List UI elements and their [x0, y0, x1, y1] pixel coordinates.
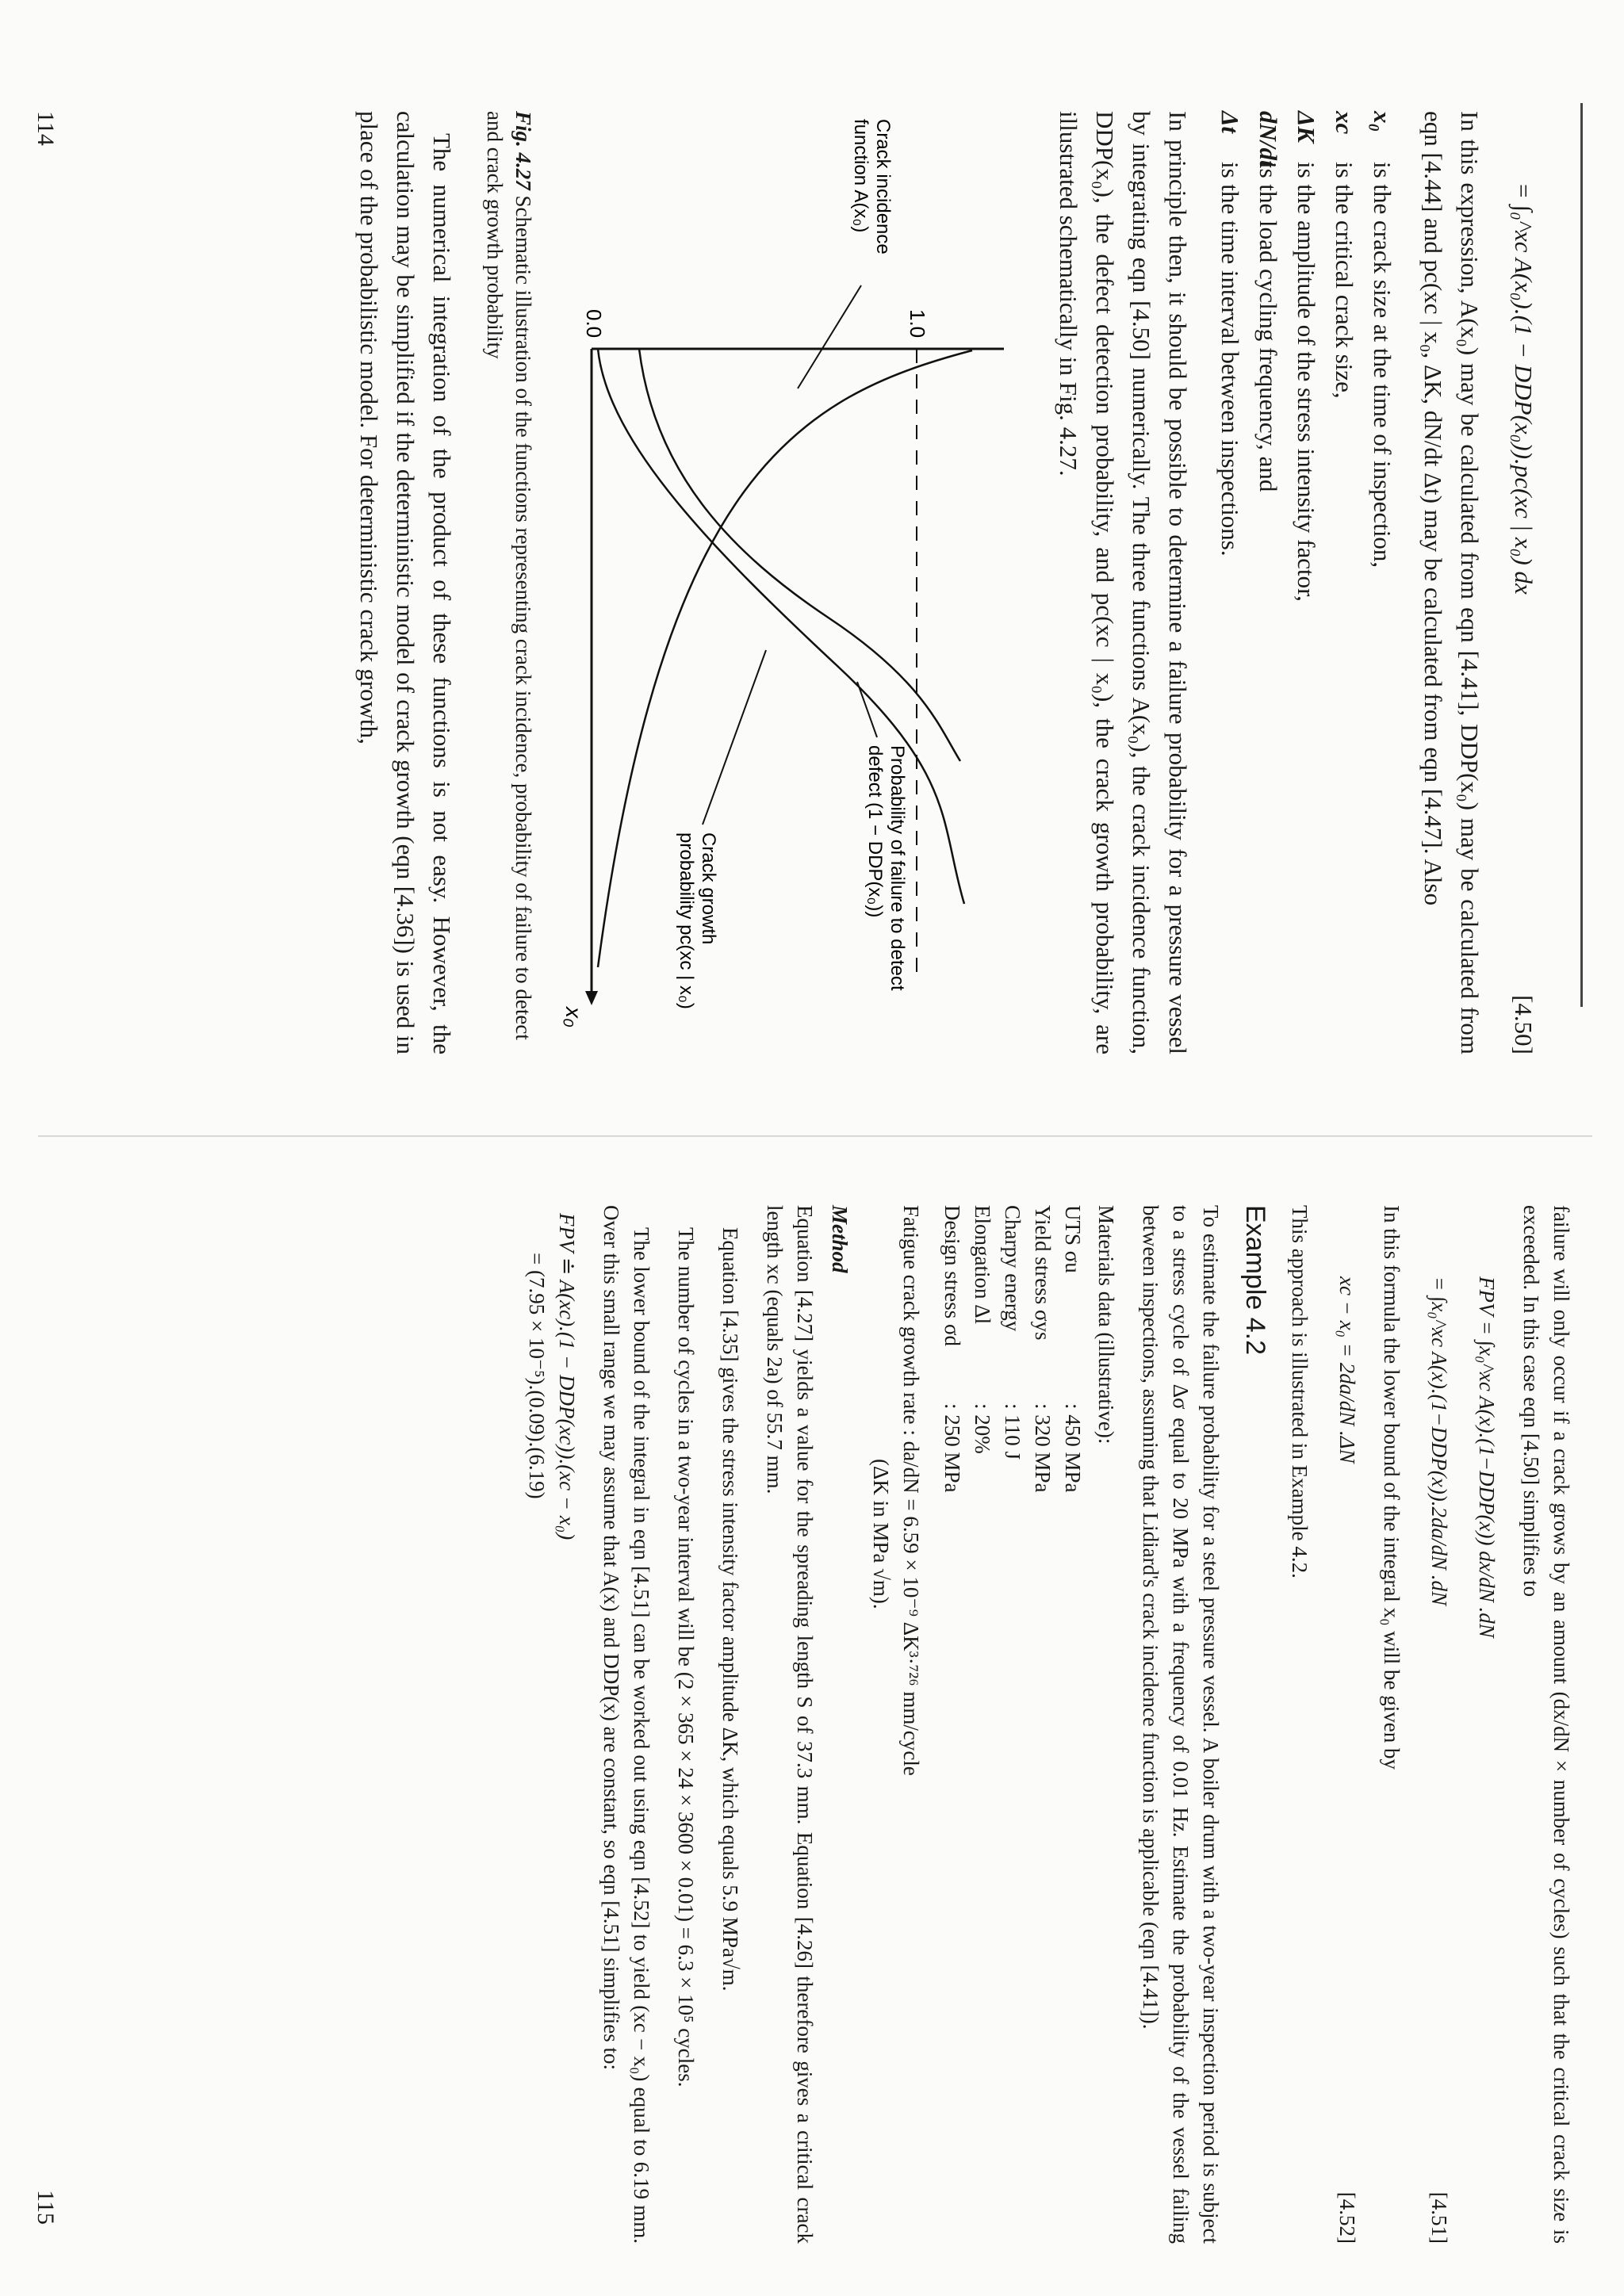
example-heading: Example 4.2	[1240, 1205, 1270, 1355]
equation-4-51-line-2: = ∫x₀^xc A(x).(1−DDP(x)).2da/dN .dN	[1427, 1276, 1451, 1605]
definition-symbol: ΔK	[1293, 111, 1320, 144]
figure-4-27	[544, 111, 1036, 1054]
left-text-column	[336, 111, 1553, 1054]
fatigue-growth-rate: Fatigue crack growth rate : da/dN = 6.59 × 10⁻⁹ ΔK³·⁷²⁶ mm/cycle	[899, 1205, 923, 1776]
figure-caption-text: Schematic illustration of the functions representing crack incidence, probability of failure to detect and crack growth probability	[483, 111, 535, 1040]
right-paragraph-2: In this formula the lower bound of the integral x₀ will be given by	[1380, 1205, 1404, 1770]
figure-caption	[481, 111, 538, 1054]
equation-4-52	[1332, 1205, 1362, 2244]
right-page	[0, 1142, 1624, 2296]
materials-heading: Materials data (illustrative):	[1094, 1205, 1118, 1445]
left-page	[0, 0, 1624, 1134]
right-paragraph-1: failure will only occur if a crack grows by an amount (dx/dN × number of cycles) such that the critical crack size is exceeded. In this case eqn [4.50] simplifies to	[1519, 1205, 1573, 2244]
materials-value: : 20%	[971, 1403, 994, 1454]
definition-symbol: dN/dt	[1254, 111, 1282, 167]
definition-symbol: Δt	[1216, 111, 1244, 134]
incidence-label-line-1: Crack incidence	[872, 119, 894, 254]
right-paragraph-3: This approach is illustrated in Example 4.2.	[1288, 1205, 1312, 1578]
materials-value: : 110 J	[1001, 1403, 1025, 1460]
symbol-definitions	[1212, 111, 1400, 1054]
equation-4-50-number: [4.50]	[1510, 995, 1538, 1054]
x-axis-label: x₀	[561, 1007, 586, 1027]
growth-leader-line	[703, 650, 766, 825]
failure-label-line-1: Probability of failure to detect	[887, 745, 908, 991]
definition-symbol: x₀	[1369, 111, 1396, 132]
materials-table	[937, 1205, 1088, 2244]
definition-row	[1364, 111, 1400, 1054]
y-axis-zero-label: 0.0	[582, 309, 606, 339]
materials-row	[1058, 1205, 1088, 2244]
equation-4-50-body: = ∫₀^xc A(x₀).(1 − DDP(x₀)).pc(xc | x₀) dx	[1510, 182, 1538, 595]
definition-text: is the critical crack size,	[1331, 162, 1358, 399]
growth-label-line-2: probability pc(xc | x₀)	[676, 832, 697, 1009]
materials-row	[998, 1205, 1028, 2244]
final-equation-line-1: FPV ≐ A(xc).(1 − DDP(xc)).(xc − x₀)	[555, 1213, 579, 1540]
method-paragraph-4: The lower bound of the integral in eqn [4.51] can be worked out using eqn [4.52] to yield (xc − x₀) equal to 6.19 mm. Over this small range we may assume that A(x) and DDP(x) are constant, so eqn [4.51] simplifies to:	[599, 1205, 653, 2244]
page-gutter	[38, 1135, 1592, 1137]
left-paragraph-2: In principle then, it should be possible to determine a failure probability for a pressure vessel by integrating eqn [4.50] numerically. The three functions A(x₀), the crack incidence function, DDP(x₀), the defect detection probability, and pc(xc | x₀), the crack growth probability, are illustrated schematically in Fig. 4.27.	[1055, 111, 1192, 1054]
definition-row	[1250, 111, 1286, 1054]
failure-label-line-2: defect (1 − DDP(x₀))	[864, 745, 886, 918]
materials-key: Charpy energy	[1001, 1205, 1025, 1332]
left-paragraph-3: The numerical integration of the product of these functions is not easy. However, the calculation may be simplified if the deterministic model of crack growth (eqn [4.36]) is used in place of the probabilistic model. For deterministic crack growth,	[355, 111, 456, 1054]
failure-leader-line	[857, 682, 877, 737]
left-paragraph-1: In this expression, A(x₀) may be calculated from eqn [4.41], DDP(x₀) may be calculated from eqn [4.44] and pc(xc | x₀, ΔK, dN/dt Δt) may be calculated from eqn [4.47]. Also	[1419, 111, 1484, 1054]
materials-key: Design stress σd	[940, 1205, 964, 1347]
equation-4-51-line-1: FPV = ∫x₀^xc A(x).(1−DDP(x)) dx/dN .dN	[1475, 1276, 1499, 1638]
definition-row	[1326, 111, 1362, 1054]
definition-text: is the load cycling frequency, and	[1254, 162, 1282, 492]
materials-value: : 250 MPa	[940, 1403, 964, 1493]
page-number-left: 114	[33, 111, 59, 146]
equation-4-51	[1472, 1205, 1502, 2244]
incidence-label-line-2: function A(x₀)	[850, 119, 871, 233]
equation-4-52-body: xc − x₀ = 2da/dN .ΔN	[1335, 1276, 1359, 1464]
materials-key: Elongation Δl	[971, 1205, 994, 1325]
definition-text: is the crack size at the time of inspection,	[1369, 162, 1396, 568]
materials-row	[937, 1205, 967, 2244]
materials-row	[1028, 1205, 1058, 2244]
page-number-right: 115	[33, 2190, 59, 2225]
equation-4-51-number: [4.51]	[1427, 2191, 1451, 2244]
incidence-leader-line	[798, 285, 861, 388]
method-heading: Method	[828, 1205, 852, 1273]
materials-value: : 450 MPa	[1061, 1403, 1085, 1493]
right-text-column	[522, 1205, 1576, 2244]
example-text: To estimate the failure probability for a steel pressure vessel. A boiler drum with a two-year inspection period is subject to a stress cycle of Δσ equal to 20 MPa with a frequency of 0.01 Hz. Estimate the probability of the vessel failing between inspections, assuming that Lidiard's crack incidence function is applicable (eqn [4.41]).	[1139, 1205, 1223, 2244]
materials-key: UTS σu	[1061, 1205, 1085, 1273]
failure-to-detect-curve	[598, 349, 964, 904]
materials-key: Yield stress σys	[1031, 1205, 1055, 1341]
definition-text: is the amplitude of the stress intensity factor,	[1293, 162, 1320, 602]
method-paragraph-2: Equation [4.35] gives the stress intensity factor amplitude ΔK, which equals 5.9 MPa√m.	[718, 1227, 742, 1992]
final-equation-line-2: = (7.95 × 10⁻⁵).(0.09).(6.19)	[525, 1253, 549, 1499]
x-axis-arrowhead	[585, 991, 598, 1005]
definition-text: is the time interval between inspections.	[1216, 162, 1244, 557]
definition-row	[1212, 111, 1248, 1054]
definition-symbol: xc	[1331, 111, 1358, 135]
materials-value: : 320 MPa	[1031, 1403, 1055, 1493]
fatigue-units: (ΔK in MPa √m).	[869, 1459, 893, 1609]
growth-label-line-1: Crack growth	[698, 832, 719, 945]
method-paragraph-3: The number of cycles in a two-year interval will be (2 × 365 × 24 × 3600 × 0.01) = 6.3 × 10⁵ cycles.	[674, 1227, 698, 2087]
definition-row	[1288, 111, 1324, 1054]
equation-4-51-cont	[1424, 1205, 1454, 2244]
y-axis-top-label: 1.0	[906, 309, 929, 339]
figure-4-27-plot	[544, 111, 1036, 1054]
materials-row	[967, 1205, 998, 2244]
crack-growth-curve	[639, 349, 960, 761]
figure-caption-label: Fig. 4.27	[511, 111, 535, 190]
header-rule	[1580, 103, 1583, 1007]
equation-4-52-number: [4.52]	[1335, 2191, 1359, 2244]
equation-4-50	[1505, 111, 1542, 1054]
method-paragraph-1: Equation [4.27] yields a value for the spreading length S of 37.3 mm. Equation [4.26] therefore gives a critical crack length xc (equals 2a) of 55.7 mm.	[763, 1205, 817, 2244]
